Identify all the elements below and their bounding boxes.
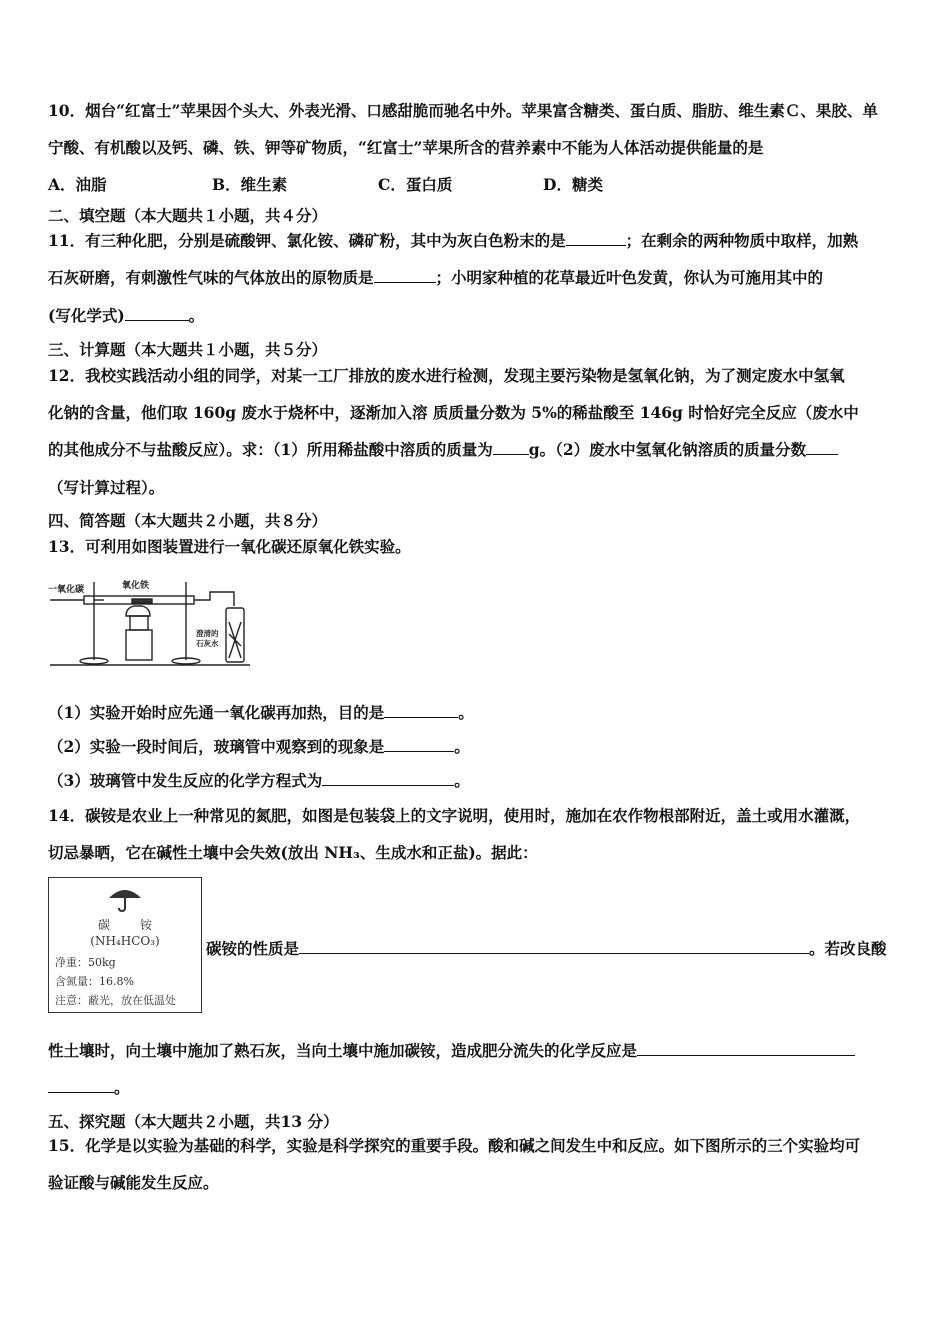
q11-text-3a: (写化学式) — [48, 306, 125, 325]
q14-line2: 切忌暴晒，它在碱性土壤中会失效(放出 NH₃、生成水和正盐)。据此： — [48, 843, 538, 862]
fig-product-name — [49, 916, 201, 933]
section-5-title: 五、探究题（本大题共２小题，共13 分） — [48, 1112, 339, 1131]
fig-label-limewater-2: 石灰水 — [196, 639, 219, 648]
fig-storage-note: 注意：蔽光，放在低温处 — [55, 994, 176, 1007]
q13-blank-3[interactable] — [322, 771, 454, 786]
q10-option-d: D．糖类 — [543, 175, 603, 194]
section-3-title: 三、计算题（本大题共１小题，共５分） — [48, 340, 328, 359]
fertilizer-label-figure — [48, 877, 202, 1013]
q13-period-1: 。 — [458, 703, 474, 722]
section-2-title: 二、填空题（本大题共１小题，共４分） — [48, 206, 328, 225]
q14-blank-reaction-2[interactable] — [48, 1078, 114, 1093]
q14-property-line — [206, 939, 887, 959]
q12-line3 — [48, 440, 838, 460]
q14-text-line3: 性土壤时，向土壤中施加了熟石灰，当向土壤中施加碳铵，造成肥分流失的化学反应是 — [48, 1041, 638, 1060]
fig-nitrogen-content: 含氮量：16.8% — [55, 975, 134, 988]
fig-net-weight: 净重：50kg — [55, 956, 116, 969]
fig-label-co: 一氧化碳 — [48, 585, 85, 595]
q10-line2: 宁酸、有机酸以及钙、磷、铁、钾等矿物质，“红富士”苹果所含的营养素中不能为人体活动提供能量的是 — [48, 138, 764, 157]
q12-line1: 12．我校实践活动小组的同学，对某一工厂排放的废水进行检测，发现主要污染物是氢氧化钠，为了测定废水中氢氧 — [48, 366, 845, 385]
fig-formula: (NH₄HCO₃) — [90, 934, 160, 948]
q13-sub1 — [48, 703, 474, 723]
q11-text-1a: 11．有三种化肥，分别是硫酸钾、氯化铵、磷矿粉，其中为灰白色粉末的是 — [48, 231, 566, 250]
q13-sub3 — [48, 771, 470, 791]
fig-name-char-1: 碳 — [97, 918, 110, 932]
q11-text-2b: ；小明家种植的花草最近叶色发黄，你认为可施用其中的 — [435, 268, 824, 287]
fig-name-char-2: 铵 — [140, 918, 153, 932]
q14-period: 。 — [114, 1078, 130, 1097]
q12-blank-2[interactable] — [806, 440, 838, 455]
q14-blank-reaction-1[interactable] — [637, 1041, 855, 1056]
q11-text-2a: 石灰研磨，有刺激性气味的气体放出的原物质是 — [48, 268, 374, 287]
q14-text-prop: 碳铵的性质是 — [206, 939, 300, 958]
q14-line4 — [48, 1078, 130, 1098]
q15-line1: 15．化学是以实验为基础的科学，实验是科学探究的重要手段。酸和碱之间发生中和反应。如下图所示的三个实验均可 — [48, 1136, 861, 1155]
section-4-title: 四、简答题（本大题共２小题，共８分） — [48, 511, 328, 530]
q12-blank-1[interactable] — [493, 440, 529, 455]
q13-sub2 — [48, 737, 470, 757]
q13-text-3: （3）玻璃管中发生反应的化学方程式为 — [48, 771, 323, 790]
q11-text-1b: ；在剩余的两种物质中取样，加熟 — [625, 231, 859, 250]
q12-line2: 化钠的含量，他们取 160g 废水于烧杯中，逐渐加入溶 质质量分数为 5%的稀盐酸至 146g 时恰好完全反应（废水中 — [48, 403, 859, 422]
q10-line1: 10．烟台“红富士”苹果因个头大、外表光滑、口感甜脆而驰名中外。苹果富含糖类、蛋白质、脂肪、维生素Ｃ、果胶、单 — [48, 101, 878, 120]
fig-label-limewater-1: 澄清的 — [196, 629, 219, 638]
q13-text-2: （2）实验一段时间后，玻璃管中观察到的现象是 — [48, 737, 385, 756]
q14-blank-property[interactable] — [299, 939, 809, 954]
q13-text-1: （1）实验开始时应先通一氧化碳再加热，目的是 — [48, 703, 385, 722]
q10-option-c: C．蛋白质 — [378, 175, 453, 194]
umbrella-icon — [107, 884, 143, 912]
q11-blank-2[interactable] — [374, 268, 436, 283]
fig-label-fe2o3: 氧化铁 — [122, 581, 150, 591]
q11-line2 — [48, 268, 823, 288]
q11-line1 — [48, 231, 858, 251]
q12-text-3a: 的其他成分不与盐酸反应）。求：（1）所用稀盐酸中溶质的质量为 — [48, 440, 493, 459]
q13-blank-1[interactable] — [384, 703, 458, 718]
q12-text-3b: g。（2）废水中氢氧化钠溶质的质量分数 — [528, 440, 807, 459]
q14-text-prop-end: 。若改良酸 — [809, 939, 887, 958]
q11-blank-3[interactable] — [125, 306, 189, 321]
q15-line2: 验证酸与碱能发生反应。 — [48, 1173, 219, 1192]
q13-period-3: 。 — [454, 771, 470, 790]
q13-intro: 13．可利用如图装置进行一氧化碳还原氧化铁实验。 — [48, 537, 411, 556]
q11-blank-1[interactable] — [566, 231, 626, 246]
q11-text-3b: 。 — [188, 306, 205, 325]
q12-line4: （写计算过程）。 — [48, 478, 165, 497]
co-reduction-apparatus-figure — [46, 572, 254, 668]
q10-option-a: A．油脂 — [48, 175, 107, 194]
q13-period-2: 。 — [454, 737, 470, 756]
q14-line3 — [48, 1041, 855, 1061]
q13-blank-2[interactable] — [384, 737, 454, 752]
q10-option-b: B．维生素 — [212, 175, 288, 194]
q14-line1: 14．碳铵是农业上一种常见的氮肥，如图是包装袋上的文字说明，使用时，施加在农作物根部附近，盖土或用水灌溉， — [48, 806, 861, 825]
q11-line3 — [48, 306, 204, 326]
